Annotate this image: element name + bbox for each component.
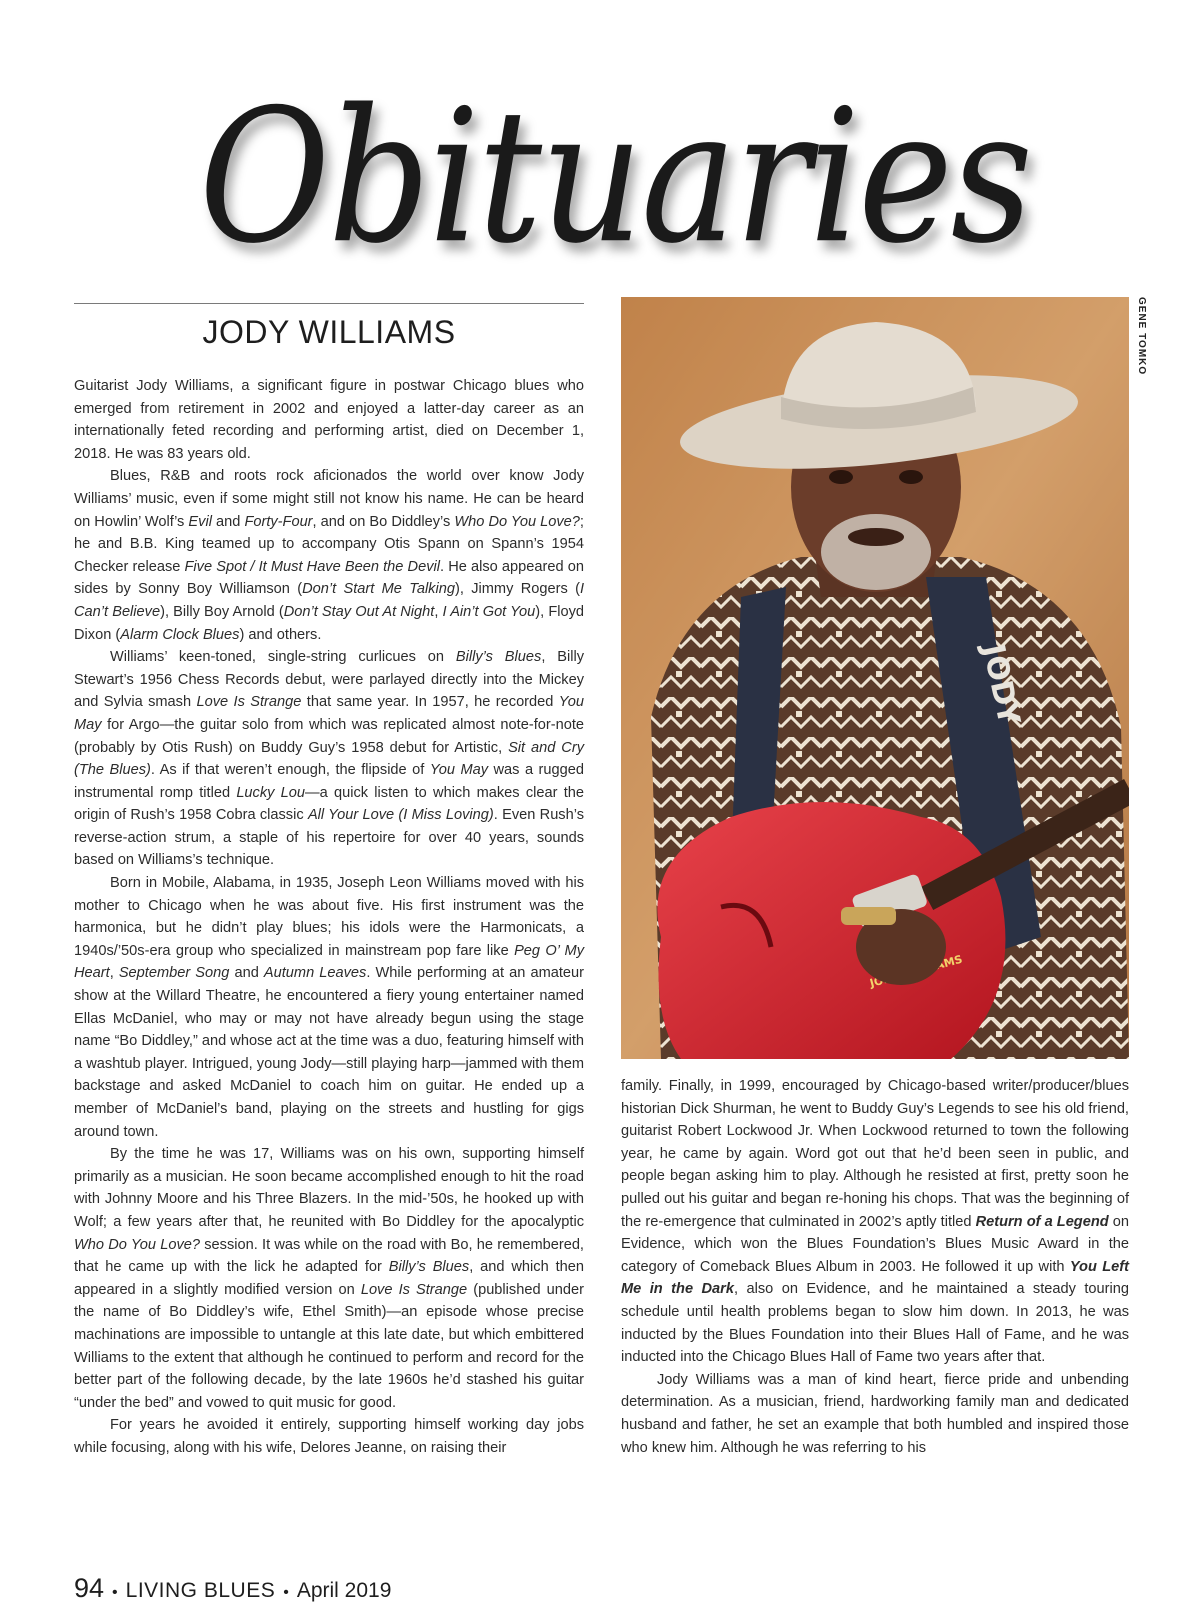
paragraph-text: on Evidence, which won the Blues Foundation’s Blues Music Award in the category of Comeback Blues Album in 2003. He followed it up with [621,1213,1129,1275]
title-reference: I Can’t Believe [74,581,584,620]
title-reference: You Left Me in the Dark [621,1258,1129,1298]
article-paragraph [74,646,584,872]
title-reference: Who Do You Love? [74,1236,201,1253]
headline-rule [74,303,584,304]
article-paragraph [74,872,584,1143]
paragraph-text: , and which then appeared in a slightly modified version on [74,1259,584,1298]
magazine-name: LIVING BLUES [125,1579,276,1602]
paragraph-text: . He also appeared on sides by Sonny Boy Williamson ( [74,558,584,598]
footer-bullet: • [283,1584,289,1601]
title-reference: I Ain’t Got You [442,603,536,620]
paragraph-text: ) and others. [239,626,322,643]
title-reference: All Your Love (I Miss Loving) [307,807,494,824]
paragraph-text: . As if that weren’t enough, the flipside of [150,762,430,779]
title-reference: Don’t Stay Out At Night [283,603,435,620]
title-reference: Return of a Legend [975,1213,1109,1230]
title-reference: You May [429,762,489,779]
article-headline: JODY WILLIAMS [202,314,456,350]
article-paragraph [74,1143,584,1414]
paragraph-text: , also on Evidence, and he maintained a steady touring schedule until health problems began to slow him down. In 2013, he was inducted by the Blues Foundation into their Blues Hall of Fame, and he was inducted into the Chicago Blues Hall of Fame two years after that. [621,1281,1130,1366]
title-reference: Lucky Lou [236,784,306,801]
paragraph-text: . Even Rush’s reverse-action strum, a staple of his repertoire for over 40 years, sounds based on Williams’s technique. [74,807,584,869]
paragraph-text: , [109,965,119,982]
title-reference: Autumn Leaves [263,965,367,982]
title-reference: Evil [188,513,212,530]
portrait-photo [621,297,1129,1059]
issue-date: April 2019 [296,1579,392,1602]
masthead [199,62,1031,292]
paragraph-text: —a quick listen to which makes clear the origin of Rush’s 1958 Cobra classic [74,784,584,824]
article-paragraph [74,1414,584,1459]
paragraph-text: ; he and B.B. King teamed up to accompany Otis Spann on Spann’s 1954 Checker release [74,513,584,575]
paragraph-text: Williams’ keen-toned, single-string curlicues on [110,649,456,666]
paragraph-text: Guitarist Jody Williams, a significant figure in postwar Chicago blues who emerged from retirement in 2002 and enjoyed a latter-day career as an internationally feted recording and performing artist, died on December 1, 2018. He was 83 years old. [74,378,584,462]
page-number: 94 [74,1573,105,1603]
paragraph-text: For years he avoided it entirely, supporting himself working day jobs while focusing, along with his wife, Delores Jeanne, on raising their [74,1417,584,1456]
article-column-left [74,375,584,1460]
title-reference: September Song [118,965,230,982]
title-reference: Five Spot / It Must Have Been the Devil [184,558,440,575]
article-paragraph [74,465,584,646]
paragraph-text: Blues, R&B and roots rock aficionados the world over know Jody Williams’ music, even if some might still not know his name. He can be heard on Howlin’ Wolf’s [74,468,584,530]
paragraph-text: . While performing at an amateur show at the Willard Theatre, he encountered a fiery young entertainer named Ellas McDaniel, who may or may not have already begun using the stage name “Bo Diddley,” and whose act at the time was a duo, featuring himself with a washtub player. Intrigued, young Jody—still playing harp—jammed with them backstage and asked McDaniel to coach him on guitar. He ended up a member of McDaniel’s band, playing on the streets and hustling for gigs around town. [74,965,584,1140]
title-reference: Love Is Strange [196,694,302,711]
article-paragraph [621,1075,1129,1369]
paragraph-text: Born in Mobile, Alabama, in 1935, Joseph Leon Williams moved with his mother to Chicago when he was about five. His first instrument was the harmonica, but he didn’t play blues; his idols were the Harmonicats, a 1940s/’50s-era group who specialized in mainstream pop fare like [74,875,584,959]
title-reference: Billy’s Blues [455,649,542,666]
paragraph-text: ), Floyd Dixon ( [74,603,585,643]
title-reference: Love Is Strange [360,1281,468,1298]
photo-credit: GENE TOMKO [1136,297,1147,376]
portrait-illustration [621,297,1129,1059]
page-footer [74,1573,391,1605]
paragraph-text: for Argo—the guitar solo from which was replicated almost note-for-note (probably by Otis Rush) on Buddy Guy’s 1958 debut for Artistic, [74,716,584,756]
title-reference: Alarm Clock Blues [120,626,240,643]
paragraph-text: (published under the name of Bo Diddley’s wife, Ethel Smith)—an episode whose precise machinations are impossible to untangle at this late date, but which embittered Williams to the extent that although he continued to perform and record for the better part of the following decade, by the late 1960s he’d stashed his guitar “under the bed” and vowed to quit music for good. [74,1281,584,1411]
paragraph-text: and [211,513,245,530]
paragraph-text: , and on Bo Diddley’s [312,513,455,530]
paragraph-text: that same year. In 1957, he recorded [301,694,559,711]
title-reference: Sit and Cry (The Blues) [74,739,584,779]
paragraph-text: session. It was while on the road with Bo, he remembered, that he came up with the lick he adapted for [74,1236,584,1276]
article-paragraph [74,375,584,465]
paragraph-text: ), Jimmy Rogers ( [454,581,580,598]
title-reference: Forty-Four [244,513,313,530]
footer-bullet: • [112,1584,118,1601]
article-paragraph [621,1369,1129,1459]
title-reference: Peg O’ My Heart [74,942,584,982]
paragraph-text: , Billy Stewart’s 1956 Chess Records debut, were parlayed directly into the Mickey and Sylvia smash [74,649,584,711]
masthead-title: Obituaries [199,68,1031,284]
article-column-right [621,1075,1129,1459]
title-reference: You May [74,694,584,733]
paragraph-text: was a rugged instrumental romp titled [74,762,584,801]
title-reference: Don’t Start Me Talking [302,581,455,598]
paragraph-text: Jody Williams was a man of kind heart, fierce pride and unbending determination. As a musician, friend, hardworking family man and dedicated husband and father, he set an example that both humbled and inspired those who knew him. Although he was referring to his [621,1371,1129,1456]
paragraph-text: and [229,965,264,982]
paragraph-text: , [434,603,443,620]
title-reference: Who Do You Love? [454,513,580,530]
title-reference: Billy’s Blues [388,1259,470,1276]
paragraph-text: ), Billy Boy Arnold ( [160,603,284,620]
paragraph-text: By the time he was 17, Williams was on his own, supporting himself primarily as a musician. He soon became accomplished enough to hit the road with Johnny Moore and his Three Blazers. In the mid-’50s, he hooked up with Wolf; a few years after that, he reunited with Bo Diddley for the apocalyptic [74,1146,584,1230]
paragraph-text: family. Finally, in 1999, encouraged by Chicago-based writer/producer/blues historian Dick Shurman, he went to Buddy Guy’s Legends to see his old friend, guitarist Robert Lockwood Jr. When Lockwood returned to town the following year, he came by again. Word got out that he’d been seen in public, and people began asking him to play. Although he resisted at first, pretty soon he pulled out his guitar and began re-honing his chops. That was the beginning of the re-emergence that culminated in 2002’s aptly titled [621,1078,1129,1230]
strap-lettering: JODY [975,641,1027,729]
